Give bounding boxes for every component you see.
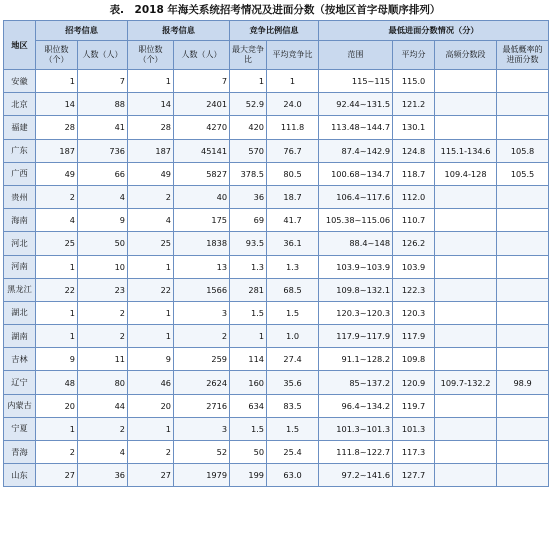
table-row [4,209,549,232]
col-header: 最低概率的进面分数 [497,41,549,70]
table-cell: 1 [36,417,78,440]
table-cell: 110.7 [393,209,435,232]
table-cell [497,301,549,324]
table-cell: 111.8 [267,116,319,139]
table-cell: 109.8 [393,348,435,371]
table-cell: 1 [36,255,78,278]
table-cell: 175 [174,209,230,232]
table-cell [497,70,549,93]
table-cell: 1566 [174,278,230,301]
table-cell: 100.68~134.7 [319,162,393,185]
region-cell: 宁夏 [4,417,36,440]
table-cell: 45141 [174,139,230,162]
table-cell: 199 [230,464,267,487]
table-cell: 1 [128,417,174,440]
table-cell: 2 [78,417,128,440]
table-cell: 120.3 [393,301,435,324]
table-cell: 420 [230,116,267,139]
table-cell: 1 [230,325,267,348]
table-cell: 105.38~115.06 [319,209,393,232]
table-cell: 111.8~122.7 [319,441,393,464]
table-cell: 4270 [174,116,230,139]
table-cell: 22 [36,278,78,301]
table-cell [435,464,497,487]
table-cell: 1.3 [230,255,267,278]
table-cell: 2 [128,441,174,464]
table-cell [497,209,549,232]
table-cell: 50 [78,232,128,255]
region-cell: 内蒙古 [4,394,36,417]
table-cell: 49 [36,162,78,185]
table-cell: 259 [174,348,230,371]
table-cell: 1 [128,255,174,278]
table-cell: 105.8 [497,139,549,162]
table-cell: 98.9 [497,371,549,394]
table-row [4,232,549,255]
region-cell: 河南 [4,255,36,278]
table-cell: 14 [36,93,78,116]
table-cell: 11 [78,348,128,371]
table-cell: 281 [230,278,267,301]
table-cell: 88.4~148 [319,232,393,255]
table-cell: 2 [78,325,128,348]
table-cell: 25.4 [267,441,319,464]
table-cell: 22 [128,278,174,301]
table-cell: 27 [128,464,174,487]
table-cell: 2624 [174,371,230,394]
region-cell: 黑龙江 [4,278,36,301]
table-cell: 2401 [174,93,230,116]
table-cell: 2716 [174,394,230,417]
table-cell: 2 [78,301,128,324]
table-cell: 36.1 [267,232,319,255]
region-cell: 贵州 [4,185,36,208]
table-cell: 24.0 [267,93,319,116]
table-cell: 634 [230,394,267,417]
table-cell: 160 [230,371,267,394]
table-cell: 40 [174,185,230,208]
table-cell [497,325,549,348]
table-cell: 18.7 [267,185,319,208]
table-cell: 117.9 [393,325,435,348]
table-cell: 1.5 [267,417,319,440]
table-cell: 93.5 [230,232,267,255]
table-cell: 36 [230,185,267,208]
col-header: 职位数（个） [36,41,78,70]
col-header: 人数（人） [174,41,230,70]
col-header: 职位数（个） [128,41,174,70]
table-cell: 41.7 [267,209,319,232]
table-cell: 23 [78,278,128,301]
table-cell [435,278,497,301]
table-cell: 1 [230,70,267,93]
table-cell: 88 [78,93,128,116]
col-header: 高频分数段 [435,41,497,70]
table-cell: 570 [230,139,267,162]
table-row [4,70,549,93]
table-cell: 106.4~117.6 [319,185,393,208]
table-cell [497,394,549,417]
table-cell: 87.4~142.9 [319,139,393,162]
table-cell: 114 [230,348,267,371]
table-cell: 80.5 [267,162,319,185]
table-row [4,325,549,348]
table-cell: 101.3~101.3 [319,417,393,440]
group-min-score: 最低进面分数情况（分） [319,21,549,41]
table-cell: 68.5 [267,278,319,301]
table-cell: 2 [128,185,174,208]
table-row [4,301,549,324]
table-cell: 736 [78,139,128,162]
table-cell: 49 [128,162,174,185]
table-row [4,255,549,278]
col-header: 人数（人） [78,41,128,70]
table-cell: 4 [128,209,174,232]
table-row [4,162,549,185]
table-cell: 28 [36,116,78,139]
col-header: 范围 [319,41,393,70]
table-cell [435,70,497,93]
table-cell [435,185,497,208]
table-cell [435,394,497,417]
table-cell: 1.3 [267,255,319,278]
table-cell: 1 [36,301,78,324]
table-cell: 2 [36,441,78,464]
region-cell: 湖南 [4,325,36,348]
table-cell: 120.3~120.3 [319,301,393,324]
table-cell: 50 [230,441,267,464]
table-cell: 83.5 [267,394,319,417]
col-header: 平均竞争比 [267,41,319,70]
table-cell: 20 [36,394,78,417]
table-cell: 1.5 [230,417,267,440]
table-cell: 1 [36,70,78,93]
table-cell [435,116,497,139]
table-cell: 41 [78,116,128,139]
table-cell [497,417,549,440]
table-cell: 3 [174,417,230,440]
table-cell: 25 [36,232,78,255]
table-cell: 117.3 [393,441,435,464]
table-cell: 96.4~134.2 [319,394,393,417]
table-cell [435,255,497,278]
table-cell: 48 [36,371,78,394]
table-cell: 69 [230,209,267,232]
table-cell: 9 [36,348,78,371]
table-row [4,371,549,394]
table-cell: 36 [78,464,128,487]
table-row [4,185,549,208]
table-cell: 115.1-134.6 [435,139,497,162]
table-cell [435,417,497,440]
table-cell: 1 [128,325,174,348]
table-row [4,417,549,440]
region-cell: 广西 [4,162,36,185]
table-cell [435,93,497,116]
table-cell: 97.2~141.6 [319,464,393,487]
table-cell [497,93,549,116]
table-row [4,441,549,464]
table-cell: 112.0 [393,185,435,208]
table-cell [435,232,497,255]
table-cell: 2 [174,325,230,348]
group-apply: 报考信息 [128,21,230,41]
table-cell: 7 [78,70,128,93]
table-cell: 9 [128,348,174,371]
table-cell: 85~137.2 [319,371,393,394]
table-row [4,464,549,487]
table-title: 表. 2018 年海关系统招考情况及进面分数（按地区首字母顺序排列） [109,4,441,16]
group-recruit: 招考信息 [36,21,128,41]
table-cell: 44 [78,394,128,417]
table-cell: 1 [267,70,319,93]
col-header: 最大竞争比 [230,41,267,70]
table-cell: 187 [36,139,78,162]
table-cell [435,325,497,348]
table-cell: 10 [78,255,128,278]
table-cell: 120.9 [393,371,435,394]
region-cell: 青海 [4,441,36,464]
table-cell [497,464,549,487]
table-cell: 92.44~131.5 [319,93,393,116]
table-cell [497,185,549,208]
table-cell: 35.6 [267,371,319,394]
table-cell: 4 [36,209,78,232]
table-cell [497,278,549,301]
table-row [4,394,549,417]
table-cell: 46 [128,371,174,394]
table-cell: 115~115 [319,70,393,93]
table-cell: 25 [128,232,174,255]
table-cell: 4 [78,185,128,208]
table-cell: 103.9~103.9 [319,255,393,278]
exam-score-table [3,20,549,487]
table-row [4,93,549,116]
table-cell: 126.2 [393,232,435,255]
region-cell: 湖北 [4,301,36,324]
table-cell: 117.9~117.9 [319,325,393,348]
table-cell: 1979 [174,464,230,487]
table-cell [435,301,497,324]
region-cell: 北京 [4,93,36,116]
table-cell: 27.4 [267,348,319,371]
table-cell: 28 [128,116,174,139]
col-region: 地区 [4,21,36,70]
table-cell: 13 [174,255,230,278]
table-cell [435,441,497,464]
table-cell [435,348,497,371]
table-cell: 1.5 [230,301,267,324]
table-cell: 1838 [174,232,230,255]
region-cell: 广东 [4,139,36,162]
table-cell [497,255,549,278]
table-cell [497,441,549,464]
table-cell: 105.5 [497,162,549,185]
table-cell: 80 [78,371,128,394]
table-cell: 122.3 [393,278,435,301]
table-cell: 1 [128,70,174,93]
table-cell: 103.9 [393,255,435,278]
region-cell: 辽宁 [4,371,36,394]
table-cell: 378.5 [230,162,267,185]
table-cell: 91.1~128.2 [319,348,393,371]
region-cell: 福建 [4,116,36,139]
table-cell: 7 [174,70,230,93]
table-cell [497,348,549,371]
table-cell: 2 [36,185,78,208]
table-cell: 124.8 [393,139,435,162]
table-cell: 76.7 [267,139,319,162]
table-cell: 1.0 [267,325,319,348]
table-cell: 119.7 [393,394,435,417]
table-cell [497,116,549,139]
table-cell: 14 [128,93,174,116]
table-cell: 52.9 [230,93,267,116]
region-cell: 山东 [4,464,36,487]
table-row [4,139,549,162]
table-cell: 20 [128,394,174,417]
region-cell: 海南 [4,209,36,232]
table-cell [497,232,549,255]
table-row [4,116,549,139]
table-cell: 27 [36,464,78,487]
table-cell: 109.4-128 [435,162,497,185]
table-cell: 1 [36,325,78,348]
region-cell: 安徽 [4,70,36,93]
col-header: 平均分 [393,41,435,70]
table-cell: 115.0 [393,70,435,93]
region-cell: 吉林 [4,348,36,371]
table-cell: 118.7 [393,162,435,185]
table-cell: 127.7 [393,464,435,487]
table-cell: 52 [174,441,230,464]
table-cell: 121.2 [393,93,435,116]
region-cell: 河北 [4,232,36,255]
table-cell: 1 [128,301,174,324]
table-cell: 187 [128,139,174,162]
table-row [4,348,549,371]
table-cell: 113.48~144.7 [319,116,393,139]
table-cell: 3 [174,301,230,324]
table-cell: 66 [78,162,128,185]
table-cell: 109.7-132.2 [435,371,497,394]
table-cell: 1.5 [267,301,319,324]
group-competition: 竞争比例信息 [230,21,319,41]
table-cell: 9 [78,209,128,232]
table-cell: 63.0 [267,464,319,487]
table-cell: 130.1 [393,116,435,139]
table-cell: 5827 [174,162,230,185]
table-cell: 4 [78,441,128,464]
table-cell: 101.3 [393,417,435,440]
table-cell: 109.8~132.1 [319,278,393,301]
table-row [4,278,549,301]
table-cell [435,209,497,232]
